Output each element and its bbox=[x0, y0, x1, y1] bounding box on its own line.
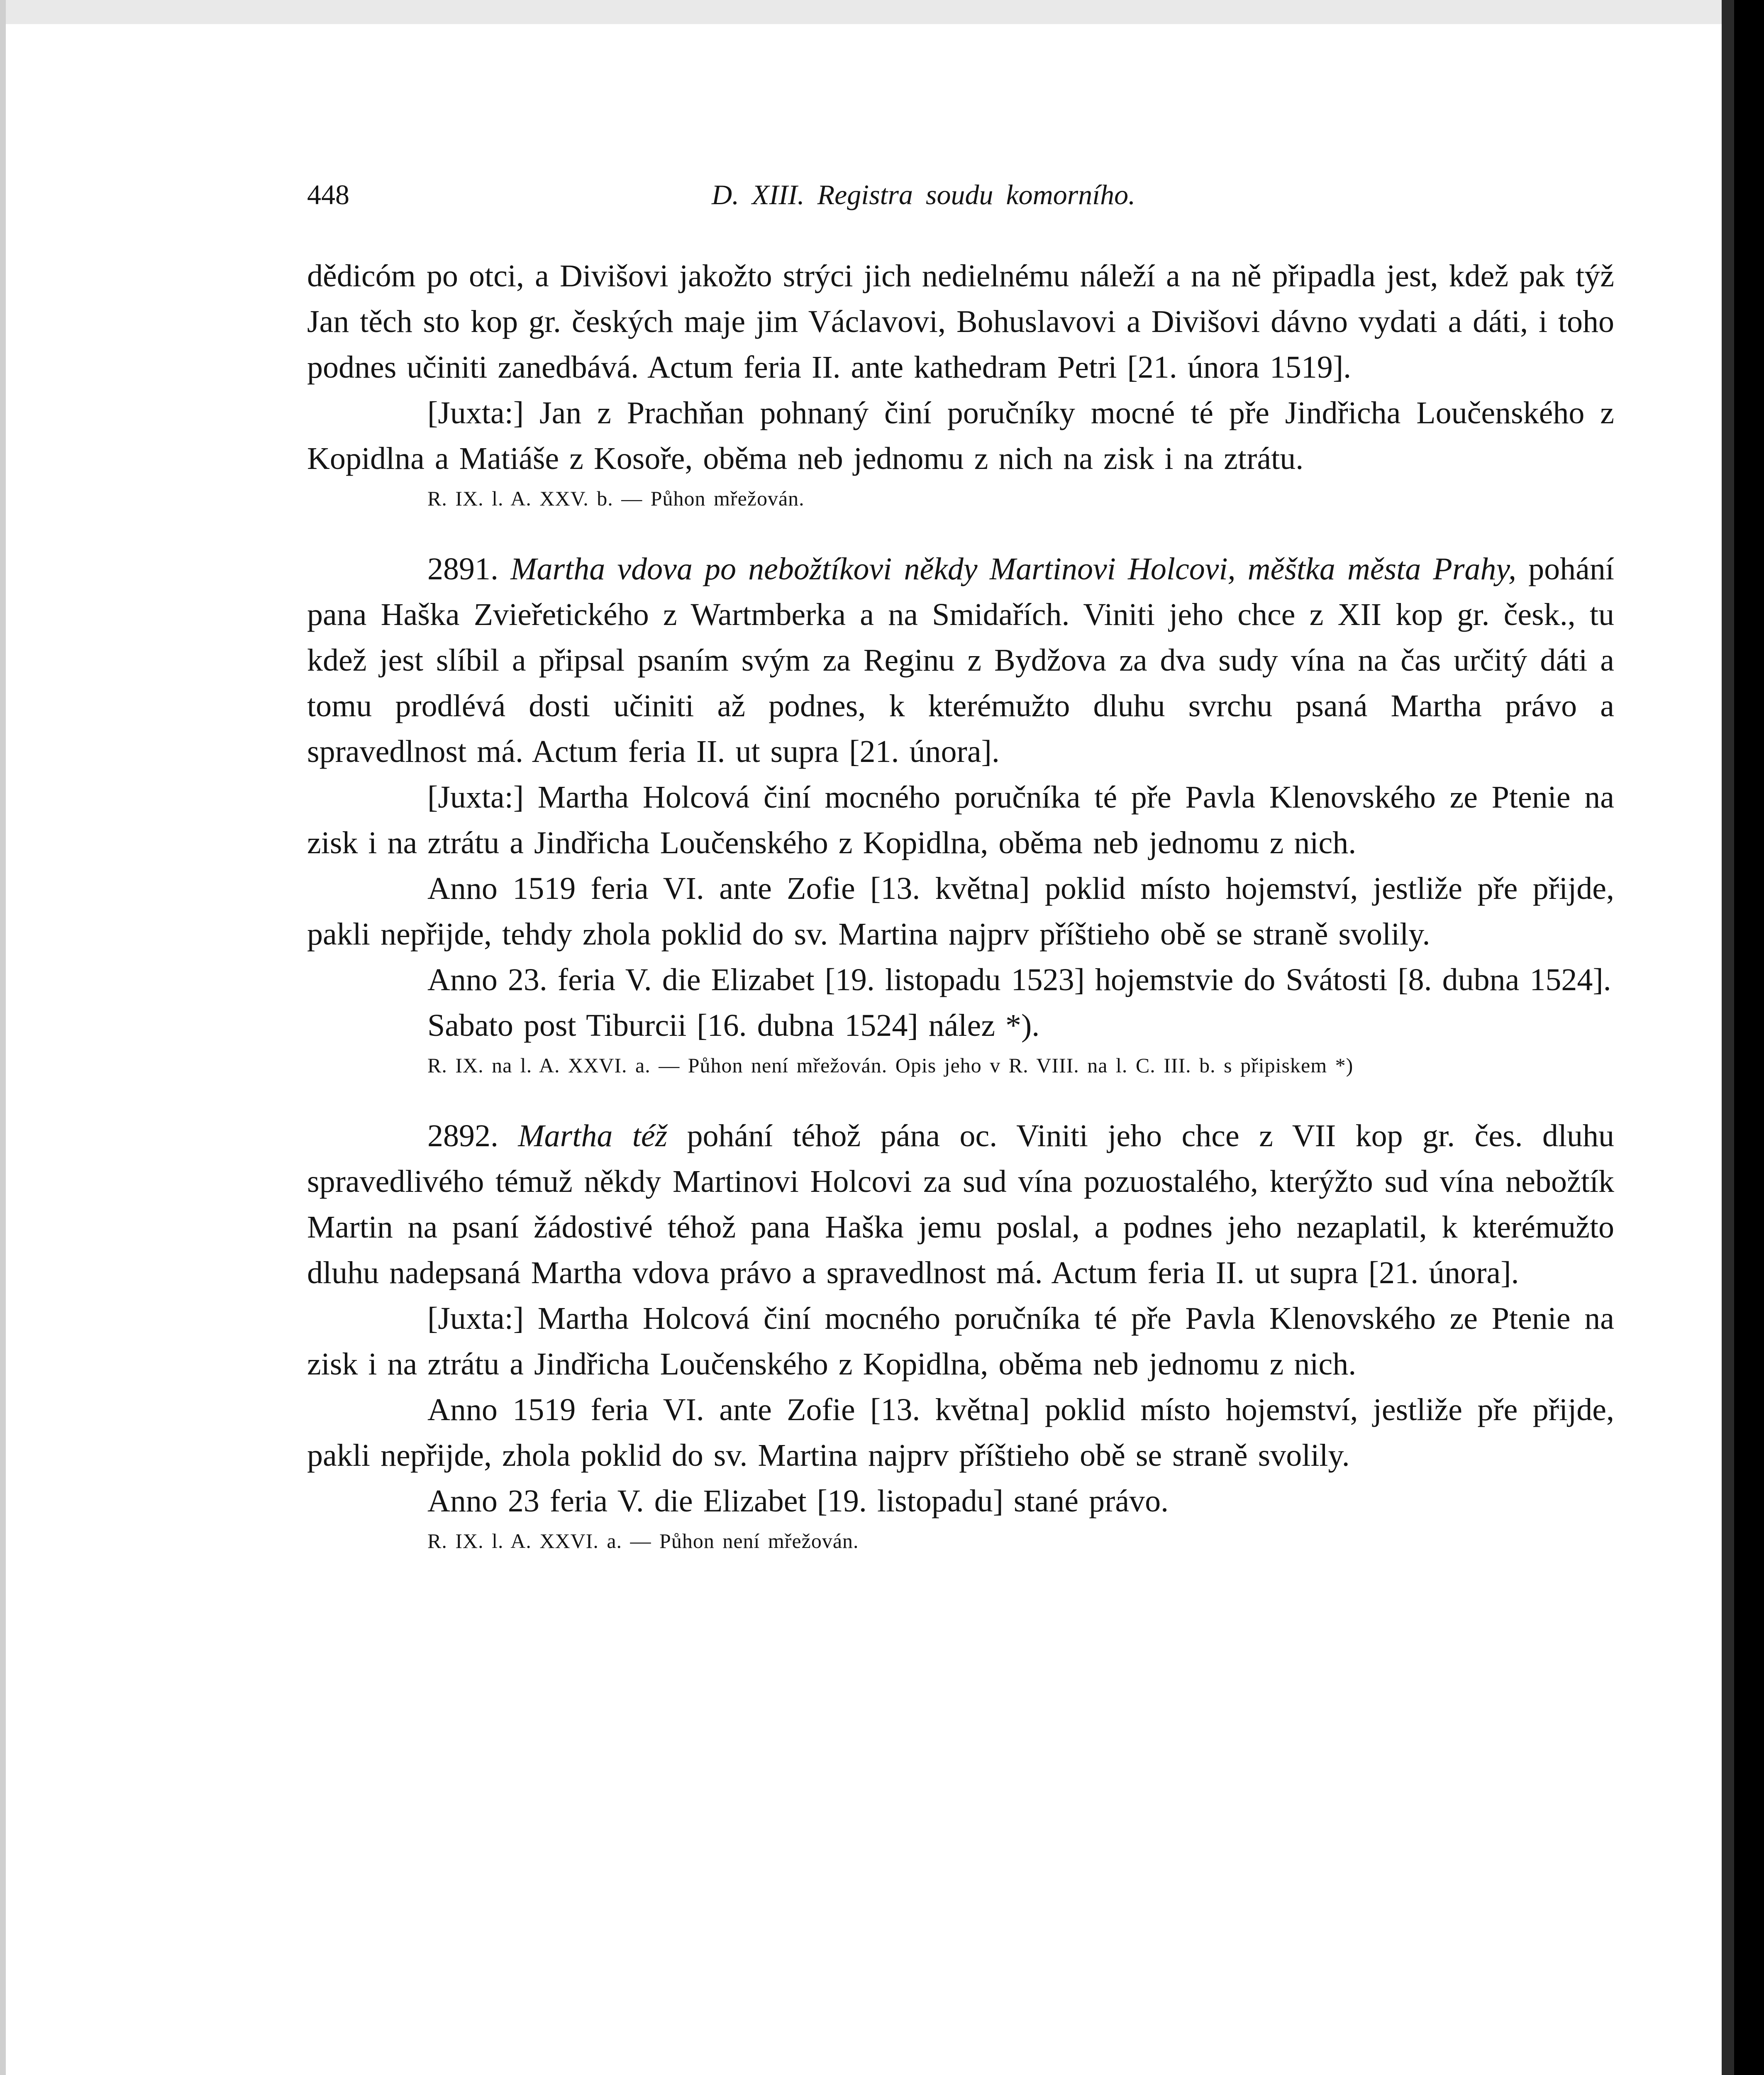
scan-right-border bbox=[1734, 0, 1764, 2075]
entry-2892 bbox=[307, 1113, 1614, 1296]
entry-number: 2891. bbox=[427, 552, 498, 586]
paragraph-juxta: [Juxta:] Martha Holcová činí mocného poručníka té pře Pavla Klenovského ze Ptenie na zisk i na ztrátu a Jindřicha Loučenského z Kopidlna, oběma neb jednomu z nich. bbox=[307, 780, 1614, 860]
entry-text: pohání pana Haška Zvieřetického z Wartmberka a na Smidařích. Viniti jeho chce z XII kop gr. česk., tu kdež jest slíbil a připsal psaním svým za Reginu z Bydžova za dva sudy vína na čas určitý dáti a tomu prodlévá dosti učiniti až podnes, k kterémužto dluhu svrchu psaná Martha právo a spravedlnost má. Actum feria II. ut supra [21. února]. bbox=[307, 552, 1615, 769]
paragraph-anno: Anno 1519 feria VI. ante Zofie [13. května] poklid místo hojemství, jestliže pře přijde, pakli nepřijde, tehdy zhola poklid do sv. Martina najprv příštieho obě se straně svolily. bbox=[307, 871, 1614, 952]
scan-left-edge bbox=[0, 0, 6, 2075]
paragraph-sabato: Sabato post Tiburcii [16. dubna 1524] nález *). bbox=[427, 1008, 1040, 1043]
page-number: 448 bbox=[307, 179, 349, 210]
archival-reference: R. IX. l. A. XXV. b. — Půhon mřežován. bbox=[427, 487, 805, 510]
running-title: D. XIII. Registra soudu komorního. bbox=[712, 179, 1136, 210]
entry-number: 2892. bbox=[427, 1118, 498, 1153]
paragraph-continuation: dědicóm po otci, a Divišovi jakožto strýci jich nedielnému náleží a na ně připadla jest, kdež pak týž Jan těch sto kop gr. českých maje jim Václavovi, Bohuslavovi a Divišovi dávno vydati a dáti, i toho podnes učiniti zanedbává. Actum feria II. ante kathedram Petri [21. února 1519]. bbox=[307, 259, 1614, 385]
archival-reference: R. IX. l. A. XXVI. a. — Půhon není mřežován. bbox=[427, 1529, 859, 1553]
archival-reference: R. IX. na l. A. XXVI. a. — Půhon není mřežován. Opis jeho v R. VIII. na l. C. III. b. s připiskem *) bbox=[427, 1054, 1354, 1077]
entry-text: pohání téhož pána oc. Viniti jeho chce z VII kop gr. čes. dluhu spravedlivého témuž někdy Martinovi Holcovi za sud vína pozuostalého, kterýžto sud vína nebožtík Martin na psaní žádostivé téhož pana Haška jemu poslal, a podnes jeho nezaplatil, k kterémužto dluhu nadepsaná Martha vdova právo a spravedlnost má. Actum feria II. ut supra [21. února]. bbox=[307, 1118, 1614, 1290]
scan-right-shadow bbox=[1722, 0, 1734, 2075]
entry-heading: Martha vdova po nebožtíkovi někdy Martinovi Holcovi, měštka města Prahy, bbox=[510, 552, 1516, 586]
entry-2891 bbox=[307, 546, 1614, 774]
entry-heading: Martha též bbox=[518, 1118, 668, 1153]
paragraph-anno: Anno 23 feria V. die Elizabet [19. listopadu] stané právo. bbox=[427, 1484, 1169, 1518]
paragraph-juxta: [Juxta:] Jan z Prachňan pohnaný činí poručníky mocné té pře Jindřicha Loučenského z Kopidlna a Matiáše z Kosoře, oběma neb jednomu z nich na zisk i na ztrátu. bbox=[307, 395, 1614, 476]
scan-top-margin bbox=[0, 0, 1764, 24]
paragraph-anno: Anno 23. feria V. die Elizabet [19. listopadu 1523] hojemstvie do Svátosti [8. dubna 1524]. bbox=[427, 962, 1611, 997]
paragraph-juxta: [Juxta:] Martha Holcová činí mocného poručníka té pře Pavla Klenovského ze Ptenie na zisk i na ztrátu a Jindřicha Loučenského z Kopidlna, oběma neb jednomu z nich. bbox=[307, 1301, 1614, 1382]
page-header bbox=[307, 178, 1614, 224]
paragraph-anno: Anno 1519 feria VI. ante Zofie [13. května] poklid místo hojemství, jestliže pře přijde, pakli nepřijde, zhola poklid do sv. Martina najprv příštieho obě se straně svolily. bbox=[307, 1392, 1614, 1473]
page-body bbox=[307, 253, 1614, 1589]
